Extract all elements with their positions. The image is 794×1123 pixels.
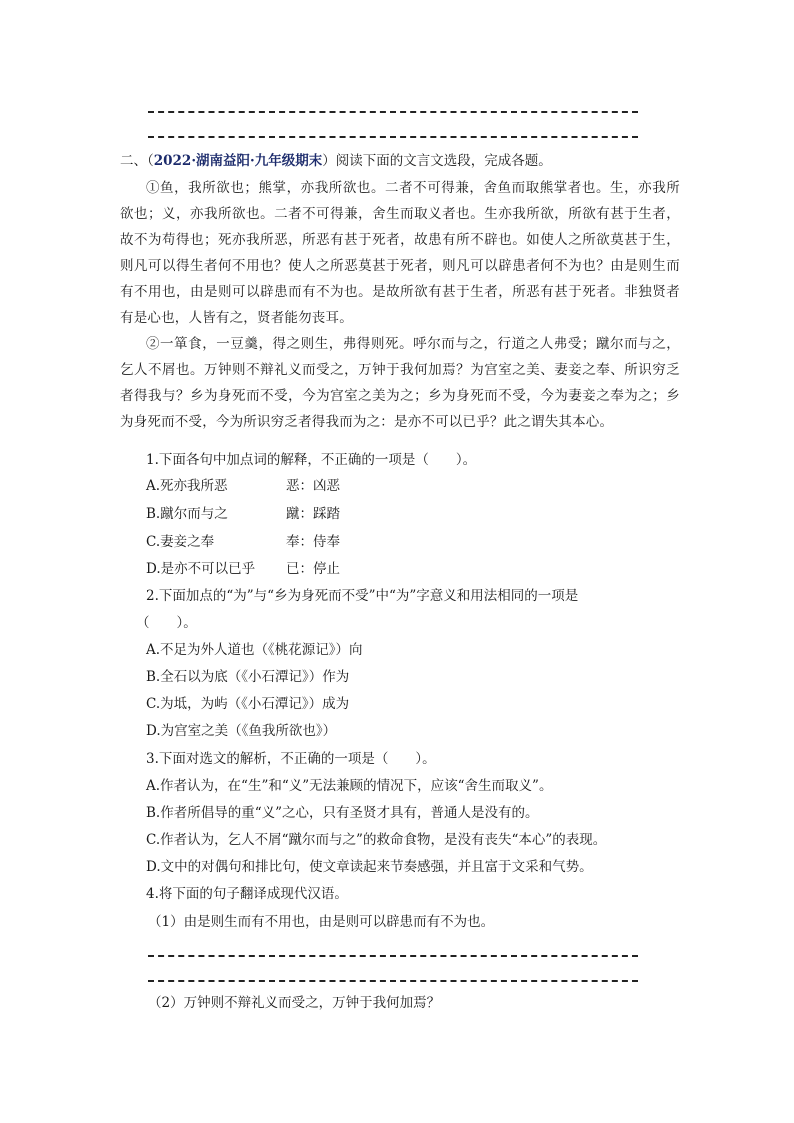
answer-line [148,980,638,982]
question-3-stem: 3.下面对选文的解析，不正确的一项是（ ）。 [146,751,436,767]
option-gloss: 蹴：踩踏 [286,506,340,522]
q4-sentence-1: （1）由是则生而有不用也，由是则可以辟患而有不为也。 [148,914,495,930]
classical-passage [120,175,680,435]
passage-paragraph-2: ②一箪食，一豆羹，得之则生，弗得则死。呼尔而与之，行道之人弗受；蹴尔而与之，乞人不屑也。万钟则不辩礼义而受之，万钟于我何加焉？为宫室之美、妻妾之奉、所识穷乏者得我与？乡为身死而不受，今为宫室之美为之；乡为身死而不受，今为妻妾之奉为之；乡为身死而不受，今为所识穷乏者得我而为之：是亦不可以已乎？此之谓失其本心。 [120,336,680,430]
answer-line [148,111,638,113]
q3-option-b: B.作者所倡导的重“义”之心，只有圣贤才具有，普通人是没有的。 [146,805,539,821]
q4-sentence-2: （2）万钟则不辩礼义而受之，万钟于我何加焉？ [148,995,441,1011]
option-text: D.是亦不可以已乎 [146,561,256,577]
source-tag: 2022·湖南益阳·九年级期末 [153,153,323,169]
section-instruction: ）阅读下面的文言文选段，完成各题。 [322,153,552,169]
q1-option-a [146,473,340,499]
option-text: A.死亦我所恶 [146,478,228,494]
q2-option-a: A.不足为外人道也（《桃花源记》）向 [146,642,363,658]
q2-option-d: D.为宫室之美（《鱼我所欲也》） [146,723,337,739]
option-gloss: 奉：侍奉 [286,534,340,550]
q3-option-d: D.文中的对偶句和排比句，使文章读起来节奏感强，并且富于文采和气势。 [146,859,593,875]
answer-line [148,955,638,957]
answer-line [148,136,638,138]
option-gloss: 已：停止 [286,561,340,577]
q1-option-b [146,501,340,527]
option-text: B.蹴尔而与之 [146,506,228,522]
section-heading [120,148,680,174]
q3-option-c: C.作者认为，乞人不屑“蹴尔而与之”的救命食物，是没有丧失“本心”的表现。 [146,832,607,848]
q1-option-d [146,556,340,582]
option-text: C.妻妾之奉 [146,534,215,550]
q1-option-c [146,529,340,555]
q2-option-b: B.全石以为底（《小石潭记》）作为 [146,669,350,685]
passage-paragraph-1: ①鱼，我所欲也；熊掌，亦我所欲也。二者不可得兼，舍鱼而取熊掌者也。生，亦我所欲也；义，亦我所欲也。二者不可得兼，舍生而取义者也。生亦我所欲，所欲有甚于生者，故不为苟得也；死亦我所恶，所恶有甚于死者，故患有所不辟也。如使人之所欲莫甚于生，则凡可以得生者何不用也？使人之所恶莫甚于死者，则凡可以辟患者何不为也？由是则生而有不用也，由是则可以辟患而有不为也。是故所欲有甚于生者，所恶有甚于死者。非独贤者有是心也，人皆有之，贤者能勿丧耳。 [120,180,680,326]
question-1-stem: 1.下面各句中加点词的解释，不正确的一项是（ ）。 [146,452,477,468]
q2-option-c: C.为坻，为屿（《小石潭记》）成为 [146,696,350,712]
option-gloss: 恶：凶恶 [286,478,340,494]
q3-option-a: A.作者认为，在“生”和“义”无法兼顾的情况下，应该“舍生而取义”。 [146,778,553,794]
question-2-stem-cont: （ ）。 [136,615,197,631]
section-prefix: 二、（ [120,153,154,169]
question-4-stem: 4.将下面的句子翻译成现代汉语。 [146,886,348,902]
question-2-stem: 2.下面加点的“为”与“乡为身死而不受”中“为”字意义和用法相同的一项是 [146,588,579,604]
